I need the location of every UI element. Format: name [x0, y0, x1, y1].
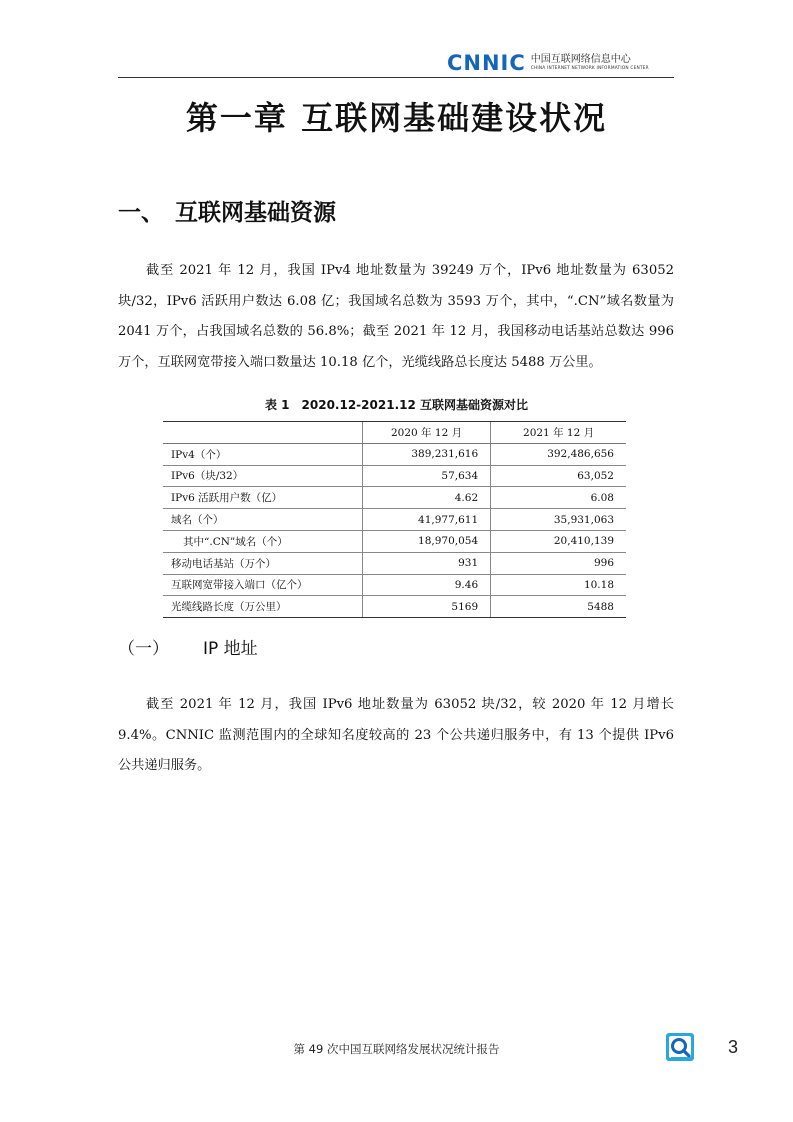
- row-value-2021: 392,486,656: [491, 443, 626, 465]
- section-number: 一、: [118, 200, 164, 226]
- table-header-2020: 2020 年 12 月: [362, 422, 490, 444]
- row-value-2020: 4.62: [362, 487, 490, 509]
- row-value-2021: 63,052: [491, 465, 626, 487]
- row-value-2020: 5169: [362, 596, 490, 618]
- table-row: [163, 465, 626, 487]
- section-title: 互联网基础资源: [175, 200, 336, 226]
- row-label: 互联网宽带接入端口（亿个）: [163, 574, 362, 596]
- header-logo: [447, 50, 649, 76]
- table-header-2021: 2021 年 12 月: [491, 422, 626, 444]
- org-name-block: [531, 54, 649, 72]
- row-label: IPv6（块/32）: [163, 465, 362, 487]
- resource-comparison-table: [163, 421, 626, 618]
- row-label: 其中“.CN”域名（个）: [163, 530, 362, 552]
- search-report-icon-svg: [665, 1032, 695, 1062]
- row-label: 域名（个）: [163, 509, 362, 531]
- row-value-2020: 57,634: [362, 465, 490, 487]
- table-row: [163, 487, 626, 509]
- row-value-2021: 35,931,063: [491, 509, 626, 531]
- table-row: [163, 509, 626, 531]
- table-row: [163, 574, 626, 596]
- table-row: [163, 552, 626, 574]
- org-name-en: CHINA INTERNET NETWORK INFORMATION CENTER: [530, 66, 649, 71]
- row-value-2021: 6.08: [491, 487, 626, 509]
- subsection-title: IP 地址: [203, 639, 258, 659]
- table-header-row: [163, 422, 626, 444]
- row-value-2021: 20,410,139: [491, 530, 626, 552]
- org-name-cn: 中国互联网络信息中心: [530, 54, 631, 65]
- page-number: 3: [728, 1037, 739, 1057]
- row-value-2021: 996: [491, 552, 626, 574]
- header-divider: [118, 77, 674, 78]
- row-label: 移动电话基站（万个）: [163, 552, 362, 574]
- row-value-2020: 931: [362, 552, 490, 574]
- chapter-title: 第一章 互联网基础建设状况: [185, 99, 608, 137]
- subsection-number: （一）: [118, 639, 169, 659]
- footer-report-title: 第 49 次中国互联网络发展状况统计报告: [293, 1042, 500, 1056]
- row-label: IPv6 活跃用户数（亿）: [163, 487, 362, 509]
- search-report-icon: [665, 1032, 695, 1062]
- row-label: 光缆线路长度（万公里）: [163, 596, 362, 618]
- table-caption: 表 1 2020.12-2021.12 互联网基础资源对比: [265, 398, 528, 412]
- row-value-2020: 18,970,054: [362, 530, 490, 552]
- table-header-blank: [163, 422, 362, 444]
- row-value-2021: 5488: [491, 596, 626, 618]
- row-value-2021: 10.18: [491, 574, 626, 596]
- row-value-2020: 41,977,611: [362, 509, 490, 531]
- subsection-heading: [118, 637, 258, 661]
- section-heading: [118, 198, 336, 228]
- row-value-2020: 389,231,616: [362, 443, 490, 465]
- section-paragraph: 截至 2021 年 12 月，我国 IPv4 地址数量为 39249 万个，IPv6 地址数量为 63052 块/32，IPv6 活跃用户数达 6.08 亿；我国域名总数为 3593 万个，其中，“.CN”域名数量为 2041 万个，占我国域名总数的 56.8%；截至 2021 年 12 月，我国移动电话基站总数达 996 万个，互联网宽带接入端口数量达 10.18 亿个，光缆线路总长度达 5488 万公里。: [118, 263, 674, 371]
- subsection-paragraph: 截至 2021 年 12 月，我国 IPv6 地址数量为 63052 块/32，较 2020 年 12 月增长 9.4%。CNNIC 监测范围内的全球知名度较高的 23 个公共递归服务中，有 13 个提供 IPv6 公共递归服务。: [118, 697, 674, 774]
- row-label: IPv4（个）: [163, 443, 362, 465]
- row-value-2020: 9.46: [362, 574, 490, 596]
- table-row: [163, 443, 626, 465]
- table-row: [163, 596, 626, 618]
- table-row: [163, 530, 626, 552]
- cnnic-logo-text: CNNIC: [447, 51, 526, 75]
